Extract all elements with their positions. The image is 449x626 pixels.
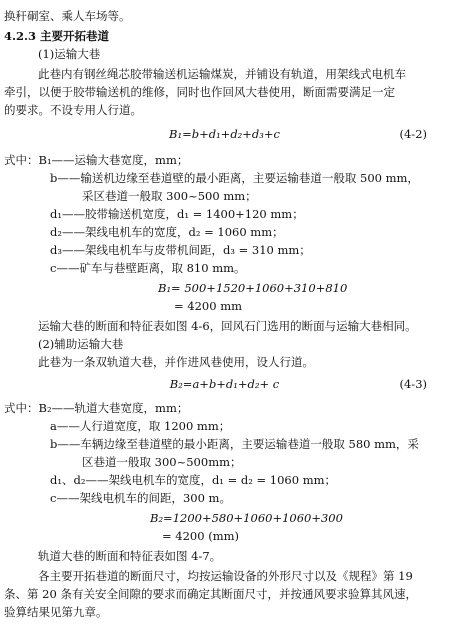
paragraph-line: 运输大巷的断面和特征表如图 4-6，回风石门选用的断面与运输大巷相同。 (38, 319, 417, 333)
variable-definition: a——人行道宽度，取 1200 mm； (50, 419, 231, 433)
variable-definition: 采区巷道一般取 300~500 mm； (82, 189, 257, 203)
variable-definition: 式中：B₁——运输大巷宽度，mm； (4, 153, 189, 167)
paragraph-line: 的要求。不设专用人行道。 (4, 103, 142, 117)
subsection-title-auxiliary: (2)辅助运输大巷 (38, 337, 124, 351)
calculation-line: B₁= 500+1520+1060+310+810 (158, 281, 348, 295)
variable-definition: b——车辆边缘至巷道壁的最小距离，主要运输巷道一般取 580 mm，采 (50, 437, 419, 451)
equation-4-2: B₁=b+d₁+d₂+d₃+c (169, 127, 280, 141)
calculation-line: B₂=1200+580+1060+1060+300 (150, 511, 343, 525)
paragraph-line: 各主要开拓巷道的断面尺寸，均按运输设备的外形尺寸以及《规程》第 19 (38, 569, 413, 583)
variable-definition: d₁、d₂——架线电机车的宽度，d₁ = d₂ = 1060 mm； (50, 473, 337, 487)
equation-number: (4-3) (399, 377, 427, 391)
equation-4-3: B₂=a+b+d₁+d₂+ c (169, 377, 280, 391)
section-heading: 4.2.3 主要开拓巷道 (4, 29, 110, 43)
variable-definition: c——矿车与巷壁距离，取 810 mm。 (50, 261, 246, 275)
variable-definition: d₂——架线电机车的宽度，d₂ = 1060 mm； (50, 225, 284, 239)
paragraph-line: 轨道大巷的断面和特征表如图 4-7。 (38, 549, 222, 563)
variable-definition: 区巷道一般取 300~500mm； (82, 455, 242, 469)
calculation-result: = 4200 (mm) (162, 529, 239, 543)
equation-number: (4-2) (399, 127, 427, 141)
variable-definition: 式中：B₂——轨道大巷宽度，mm； (4, 401, 189, 415)
variable-definition: c——架线电机车的间距，300 m。 (50, 491, 231, 505)
variable-definition: b——输送机边缘至巷道壁的最小距离，主要运输巷道一般取 500 mm， (50, 171, 419, 185)
variable-definition: d₃——架线电机车与皮带机间距，d₃ = 310 mm； (50, 243, 311, 257)
paragraph-line: 此巷内有钢丝绳芯胶带输送机运输煤炭，并铺设有轨道，用架线式电机车 (38, 67, 406, 81)
paragraph-line: 验算结果见第九章。 (4, 605, 108, 619)
variable-definition: d₁——胶带输送机宽度，d₁ = 1400+120 mm； (50, 207, 304, 221)
top-text-line: 换秆硐室、乘人车场等。 (4, 9, 131, 23)
paragraph-line: 此巷为一条双轨道大巷，并作进风巷使用，设人行道。 (38, 355, 314, 369)
subsection-title-haulage: (1)运输大巷 (38, 47, 101, 61)
paragraph-line: 条、第 20 条有关安全间隙的要求而确定其断面尺寸，并按通风要求验算其风速， (4, 587, 417, 601)
calculation-result: = 4200 mm (174, 299, 243, 313)
paragraph-line: 牵引，以便于胶带输送机的维修，同时也作回风大巷使用，断面需要满足一定 (4, 85, 395, 99)
